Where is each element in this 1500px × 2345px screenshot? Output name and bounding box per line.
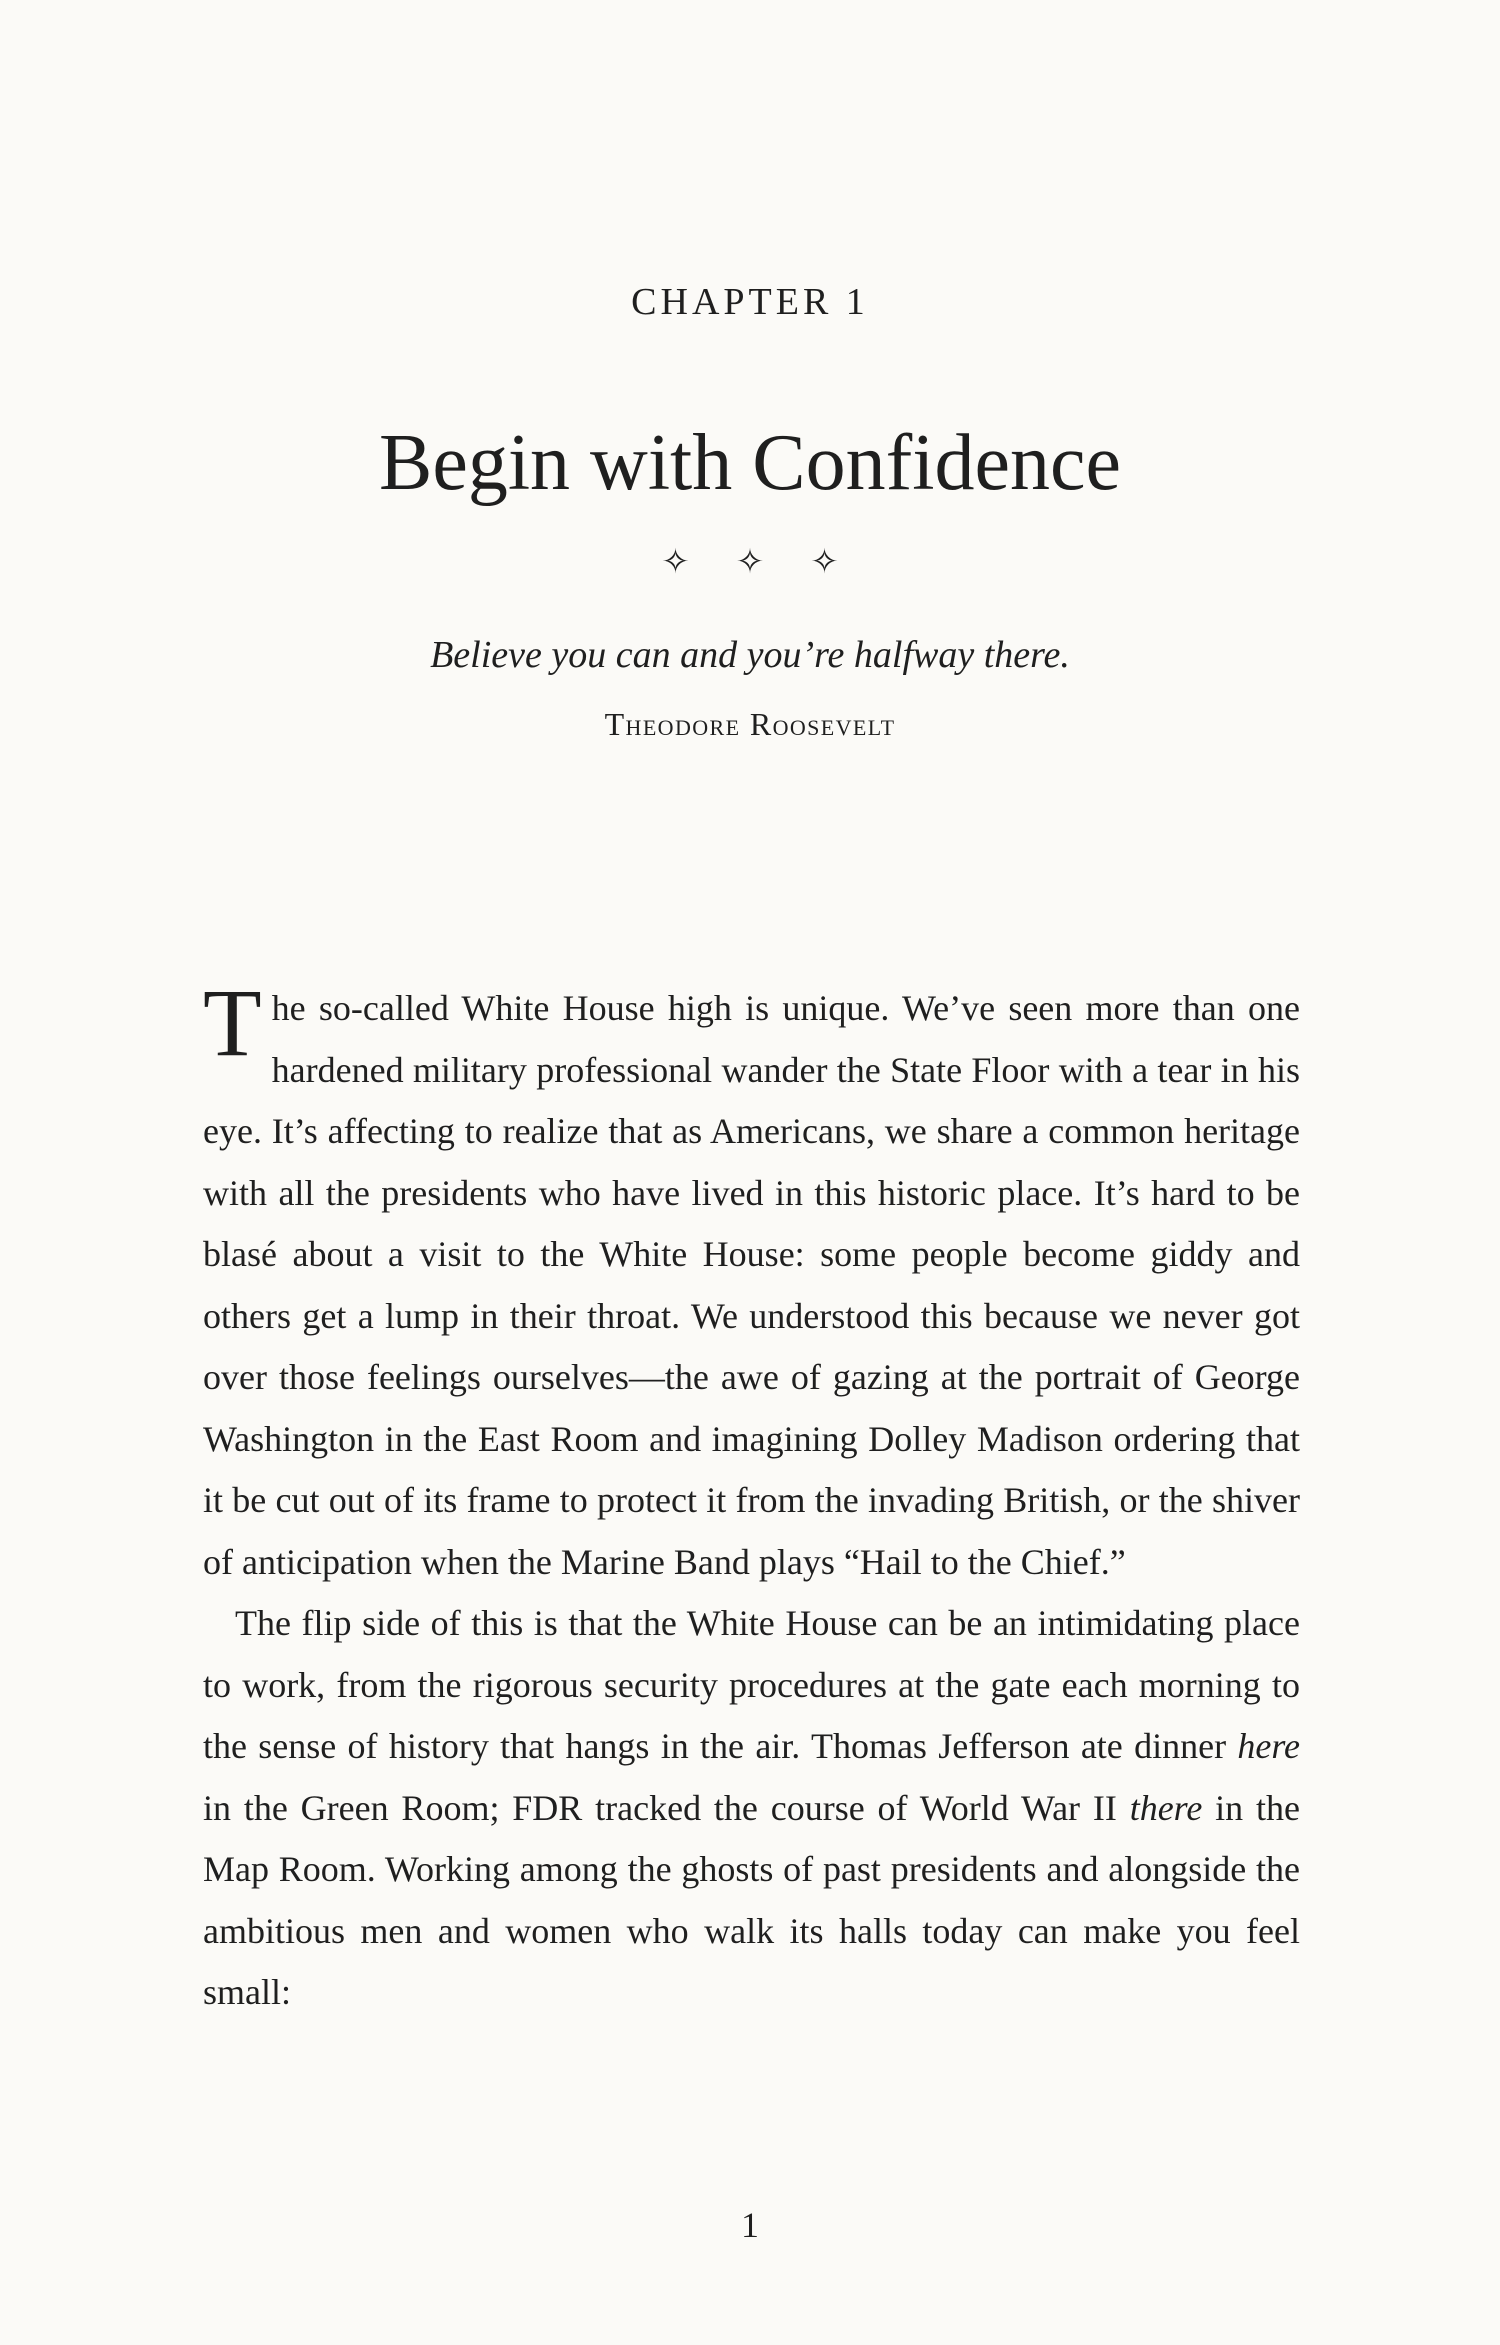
diamond-ornament-icon: ✧ bbox=[810, 544, 839, 581]
ornament-row bbox=[0, 546, 1500, 580]
diamond-ornament-icon: ✧ bbox=[735, 544, 765, 581]
emphasis-text: here bbox=[1237, 1726, 1300, 1766]
paragraph-text: The flip side of this is that the White House can be an intimidating place to work, from the rigorous security procedures at the gate each morning to the sense of history that hangs in the air. Thomas Jefferson ate dinner bbox=[203, 1603, 1300, 1766]
paragraph bbox=[203, 969, 1300, 1593]
epigraph-author: Theodore Roosevelt bbox=[604, 706, 896, 742]
paragraph bbox=[203, 1593, 1300, 2024]
paragraph-text: he so-called White House high is unique. We’ve seen more than one hardened military professional wander the State Floor with a tear in his eye. It’s affecting to realize that as Americans, we share a common heritage with all the presidents who have lived in this historic place. It’s hard to be blasé about a visit to the White House: some people become giddy and others get a lump in their throat. We understood this because we never got over those feelings ourselves—the awe of gazing at the portrait of George Washington in the East Room and imagining Dolley Madison ordering that it be cut out of its frame to protect it from the invading British, or the shiver of anticipation when the Marine Band plays “Hail to the Chief.” bbox=[203, 988, 1300, 1582]
chapter-number: CHAPTER 1 bbox=[631, 281, 869, 323]
body-text bbox=[203, 969, 1301, 2024]
drop-cap: T bbox=[203, 969, 262, 1076]
epigraph-quote: Believe you can and you’re halfway there. bbox=[430, 634, 1070, 676]
paragraph-text: in the Green Room; FDR tracked the course of World War II bbox=[203, 1787, 1130, 1828]
emphasis-text: there bbox=[1129, 1787, 1203, 1828]
paragraph-text: in the Map Room. Working among the ghosts of past presidents and alongside the ambitious men and women who walk its halls today can make you feel small: bbox=[203, 1787, 1301, 2012]
page-number: 1 bbox=[741, 2205, 759, 2245]
diamond-ornament-icon: ✧ bbox=[661, 544, 690, 581]
chapter-title: Begin with Confidence bbox=[378, 419, 1122, 507]
